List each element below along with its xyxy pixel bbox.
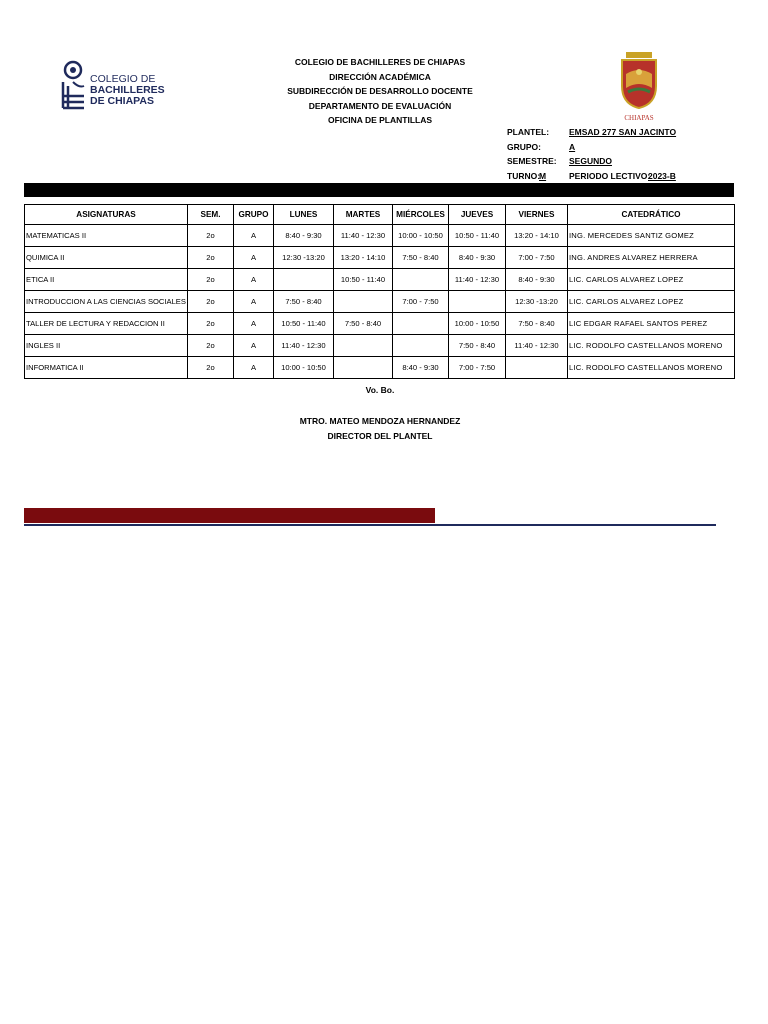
seal-label: CHIAPAS xyxy=(624,114,654,122)
cell-monday: 12:30 -13:20 xyxy=(274,247,334,269)
cell-subject: INFORMATICA II xyxy=(25,357,188,379)
cell-friday: 7:00 - 7:50 xyxy=(506,247,568,269)
cell-wednesday: 10:00 - 10:50 xyxy=(393,225,449,247)
table-row xyxy=(25,247,735,269)
cell-tuesday: 7:50 - 8:40 xyxy=(334,313,393,335)
cell-wednesday: 7:50 - 8:40 xyxy=(393,247,449,269)
cell-thursday: 8:40 - 9:30 xyxy=(449,247,506,269)
col-grupo: GRUPO xyxy=(234,205,274,225)
cell-teacher: LIC. RODOLFO CASTELLANOS MORENO xyxy=(568,357,735,379)
cell-thursday: 7:50 - 8:40 xyxy=(449,335,506,357)
table-row xyxy=(25,335,735,357)
turno-value: M xyxy=(539,170,547,181)
col-martes: MARTES xyxy=(334,205,393,225)
cell-friday: 13:20 - 14:10 xyxy=(506,225,568,247)
cell-wednesday xyxy=(393,269,449,291)
cell-monday: 8:40 - 9:30 xyxy=(274,225,334,247)
cell-teacher: ING. MERCEDES SANTIZ GOMEZ xyxy=(568,225,735,247)
signature-block xyxy=(270,414,490,443)
signer-title: DIRECTOR DEL PLANTEL xyxy=(327,430,433,441)
cell-thursday xyxy=(449,291,506,313)
cell-subject: QUIMICA II xyxy=(25,247,188,269)
table-row xyxy=(25,313,735,335)
schedule-table xyxy=(24,204,735,379)
cell-subject: MATEMATICAS II xyxy=(25,225,188,247)
cell-monday: 11:40 - 12:30 xyxy=(274,335,334,357)
cell-group: A xyxy=(234,269,274,291)
document-header xyxy=(270,55,490,128)
semestre-value: SEGUNDO xyxy=(569,156,612,166)
vobo-label: Vo. Bo. xyxy=(365,385,395,395)
col-lunes: LUNES xyxy=(274,205,334,225)
cell-subject: ETICA II xyxy=(25,269,188,291)
cell-semester: 2o xyxy=(188,225,234,247)
cell-friday: 8:40 - 9:30 xyxy=(506,269,568,291)
cell-thursday: 10:00 - 10:50 xyxy=(449,313,506,335)
cobach-logo-icon xyxy=(60,58,88,114)
cell-monday: 7:50 - 8:40 xyxy=(274,291,334,313)
grupo-label: GRUPO: xyxy=(507,141,541,152)
header-line-department: DEPARTAMENTO DE EVALUACIÓN xyxy=(308,100,452,111)
cell-teacher: LIC. CARLOS ALVAREZ LOPEZ xyxy=(568,291,735,313)
cell-group: A xyxy=(234,247,274,269)
cell-friday: 7:50 - 8:40 xyxy=(506,313,568,335)
navy-footer-line xyxy=(24,524,716,526)
logo-line-3: DE CHIAPAS xyxy=(90,95,154,107)
header-line-institution: COLEGIO DE BACHILLERES DE CHIAPAS xyxy=(294,57,466,67)
cell-group: A xyxy=(234,335,274,357)
cell-wednesday xyxy=(393,335,449,357)
cobach-logo xyxy=(60,58,170,114)
cell-group: A xyxy=(234,313,274,335)
col-viernes: VIERNES xyxy=(506,205,568,225)
cell-teacher: LIC EDGAR RAFAEL SANTOS PEREZ xyxy=(568,313,735,335)
cell-friday xyxy=(506,357,568,379)
cell-semester: 2o xyxy=(188,357,234,379)
col-miercoles: MIÉRCOLES xyxy=(393,205,449,225)
cell-friday: 11:40 - 12:30 xyxy=(506,335,568,357)
cell-semester: 2o xyxy=(188,247,234,269)
cell-group: A xyxy=(234,291,274,313)
col-asignaturas: ASIGNATURAS xyxy=(25,205,188,225)
cell-group: A xyxy=(234,357,274,379)
header-line-direction: DIRECCIÓN ACADÉMICA xyxy=(329,71,431,82)
plantel-value: EMSAD 277 SAN JACINTO xyxy=(569,127,677,137)
cell-tuesday: 11:40 - 12:30 xyxy=(334,225,393,247)
cell-tuesday xyxy=(334,357,393,379)
red-footer-bar xyxy=(24,508,435,523)
cell-wednesday: 8:40 - 9:30 xyxy=(393,357,449,379)
col-catedratico: CATEDRÁTICO xyxy=(568,205,735,225)
cell-semester: 2o xyxy=(188,313,234,335)
cell-thursday: 7:00 - 7:50 xyxy=(449,357,506,379)
cell-wednesday: 7:00 - 7:50 xyxy=(393,291,449,313)
logo-line-1: COLEGIO DE xyxy=(90,73,156,85)
cell-group: A xyxy=(234,225,274,247)
cell-tuesday: 13:20 - 14:10 xyxy=(334,247,393,269)
cell-monday xyxy=(274,269,334,291)
cell-tuesday: 10:50 - 11:40 xyxy=(334,269,393,291)
cell-friday: 12:30 -13:20 xyxy=(506,291,568,313)
chiapas-seal xyxy=(618,52,660,122)
cell-teacher: LIC. CARLOS ALVAREZ LOPEZ xyxy=(568,269,735,291)
cell-semester: 2o xyxy=(188,291,234,313)
cell-monday: 10:50 - 11:40 xyxy=(274,313,334,335)
semestre-label: SEMESTRE: xyxy=(507,156,557,166)
table-row xyxy=(25,269,735,291)
cell-wednesday xyxy=(393,313,449,335)
header-line-subdirection: SUBDIRECCIÓN DE DESARROLLO DOCENTE xyxy=(287,86,473,97)
plantel-label: PLANTEL: xyxy=(507,127,550,137)
col-jueves: JUEVES xyxy=(449,205,506,225)
cell-subject: INTRODUCCION A LAS CIENCIAS SOCIALES xyxy=(25,291,188,313)
cell-tuesday xyxy=(334,291,393,313)
chiapas-coat-of-arms-icon xyxy=(618,52,660,110)
grupo-value: A xyxy=(569,141,576,152)
cell-semester: 2o xyxy=(188,269,234,291)
cell-teacher: ING. ANDRES ALVAREZ HERRERA xyxy=(568,247,735,269)
cell-thursday: 11:40 - 12:30 xyxy=(449,269,506,291)
turno-label: TURNO: xyxy=(507,170,541,181)
col-sem: SEM. xyxy=(188,205,234,225)
cell-subject: INGLES II xyxy=(25,335,188,357)
table-row xyxy=(25,225,735,247)
cell-tuesday xyxy=(334,335,393,357)
cell-monday: 10:00 - 10:50 xyxy=(274,357,334,379)
cell-semester: 2o xyxy=(188,335,234,357)
schedule-header-row xyxy=(25,205,735,225)
cell-subject: TALLER DE LECTURA Y REDACCION II xyxy=(25,313,188,335)
signer-name: MTRO. MATEO MENDOZA HERNANDEZ xyxy=(299,416,461,426)
cell-teacher: LIC. RODOLFO CASTELLANOS MORENO xyxy=(568,335,735,357)
logo-line-2: BACHILLERES xyxy=(90,84,165,96)
table-row xyxy=(25,291,735,313)
periodo-value: 2023-B xyxy=(648,170,676,181)
cell-thursday: 10:50 - 11:40 xyxy=(449,225,506,247)
table-row xyxy=(25,357,735,379)
periodo-label: PERIODO LECTIVO: xyxy=(569,170,651,181)
black-divider-bar xyxy=(24,183,734,197)
header-line-office: OFICINA DE PLANTILLAS xyxy=(327,115,433,126)
